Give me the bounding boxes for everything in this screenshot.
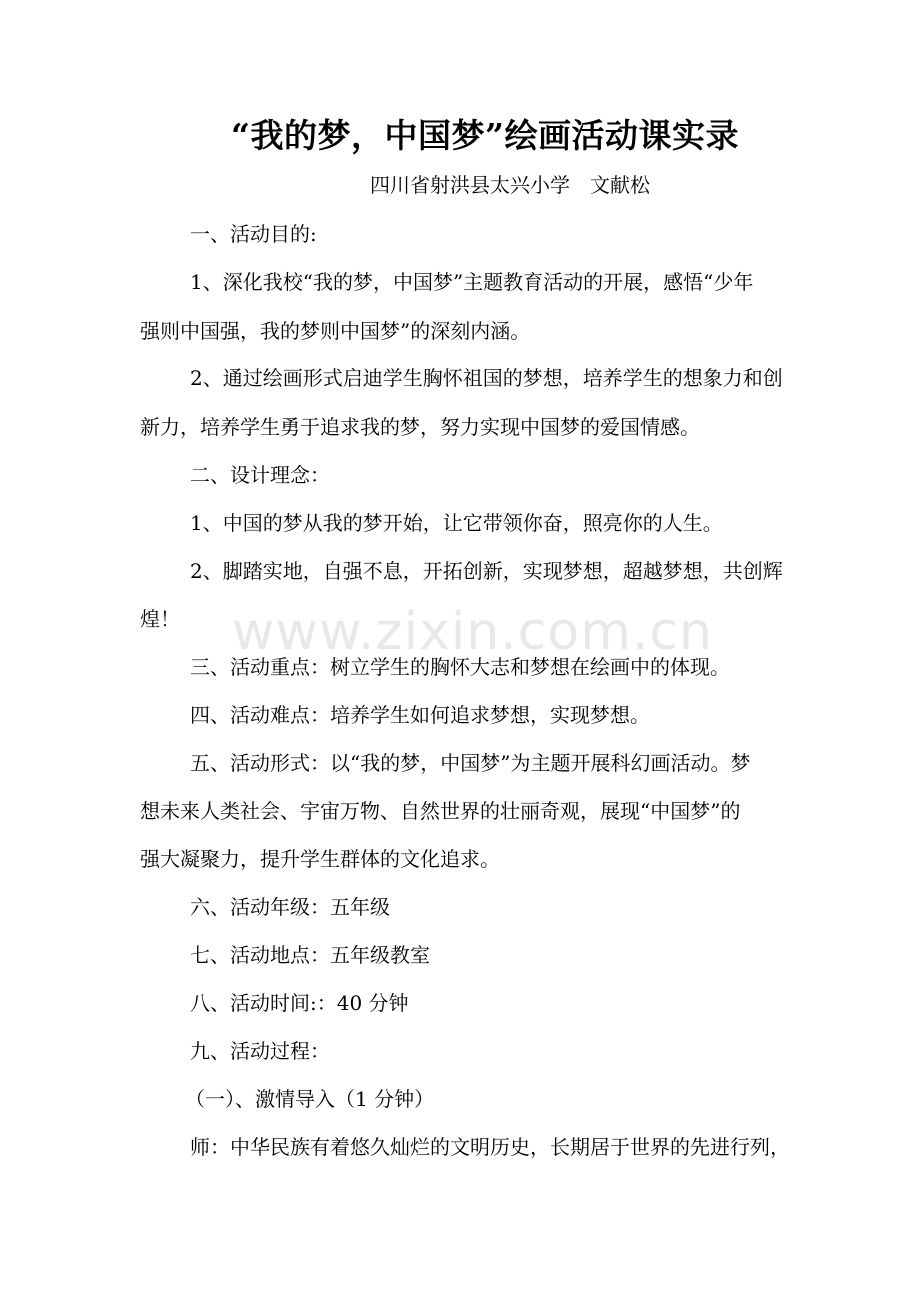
section-heading: 一、活动目的:: [190, 222, 317, 246]
section-heading: 九、活动过程：: [190, 1039, 330, 1063]
paragraph-line: 强大凝聚力，提升学生群体的文化追求。: [140, 847, 500, 871]
section-heading: 二、设计理念：: [190, 463, 330, 487]
paragraph-line: 想未来人类社会、宇宙万物、自然世界的壮丽奇观，展现“中国梦”的: [140, 799, 741, 823]
paragraph-line: 新力，培养学生勇于追求我的梦，努力实现中国梦的爱国情感。: [140, 415, 700, 439]
section-heading: 五、活动形式：以“我的梦，中国梦”为主题开展科幻画活动。梦: [190, 751, 751, 775]
document-title: “我的梦，中国梦”绘画活动课实录: [231, 116, 739, 155]
paragraph-line: 1、深化我校“我的梦，中国梦”主题教育活动的开展，感悟“少年: [190, 270, 754, 294]
paragraph-line: 煌！: [140, 607, 180, 631]
section-heading: 四、活动难点：培养学生如何追求梦想，实现梦想。: [190, 703, 650, 727]
section-heading: 七、活动地点：五年级教室: [190, 943, 430, 967]
subsection-heading: （一）、激情导入（1 分钟）: [185, 1087, 435, 1111]
paragraph-line: 1、中国的梦从我的梦开始，让它带领你奋，照亮你的人生。: [190, 511, 723, 535]
paragraph-line: 师：中华民族有着悠久灿烂的文明历史，长期居于世界的先进行列，: [190, 1135, 790, 1159]
paragraph-line: 2、通过绘画形式启迪学生胸怀祖国的梦想，培养学生的想象力和创: [190, 366, 783, 390]
paragraph-line: 强则中国强，我的梦则中国梦”的深刻内涵。: [140, 319, 531, 343]
section-heading: 六、活动年级：五年级: [190, 895, 390, 919]
section-heading: 三、活动重点：树立学生的胸怀大志和梦想在绘画中的体现。: [190, 655, 730, 679]
paragraph-line: 2、脚踏实地，自强不息，开拓创新，实现梦想，超越梦想，共创辉: [190, 559, 783, 583]
watermark: www.zixin.com.cn: [232, 602, 713, 662]
document-author: 四川省射洪县太兴小学 文献松: [370, 173, 650, 197]
section-heading: 八、活动时间:：40 分钟: [190, 991, 409, 1015]
